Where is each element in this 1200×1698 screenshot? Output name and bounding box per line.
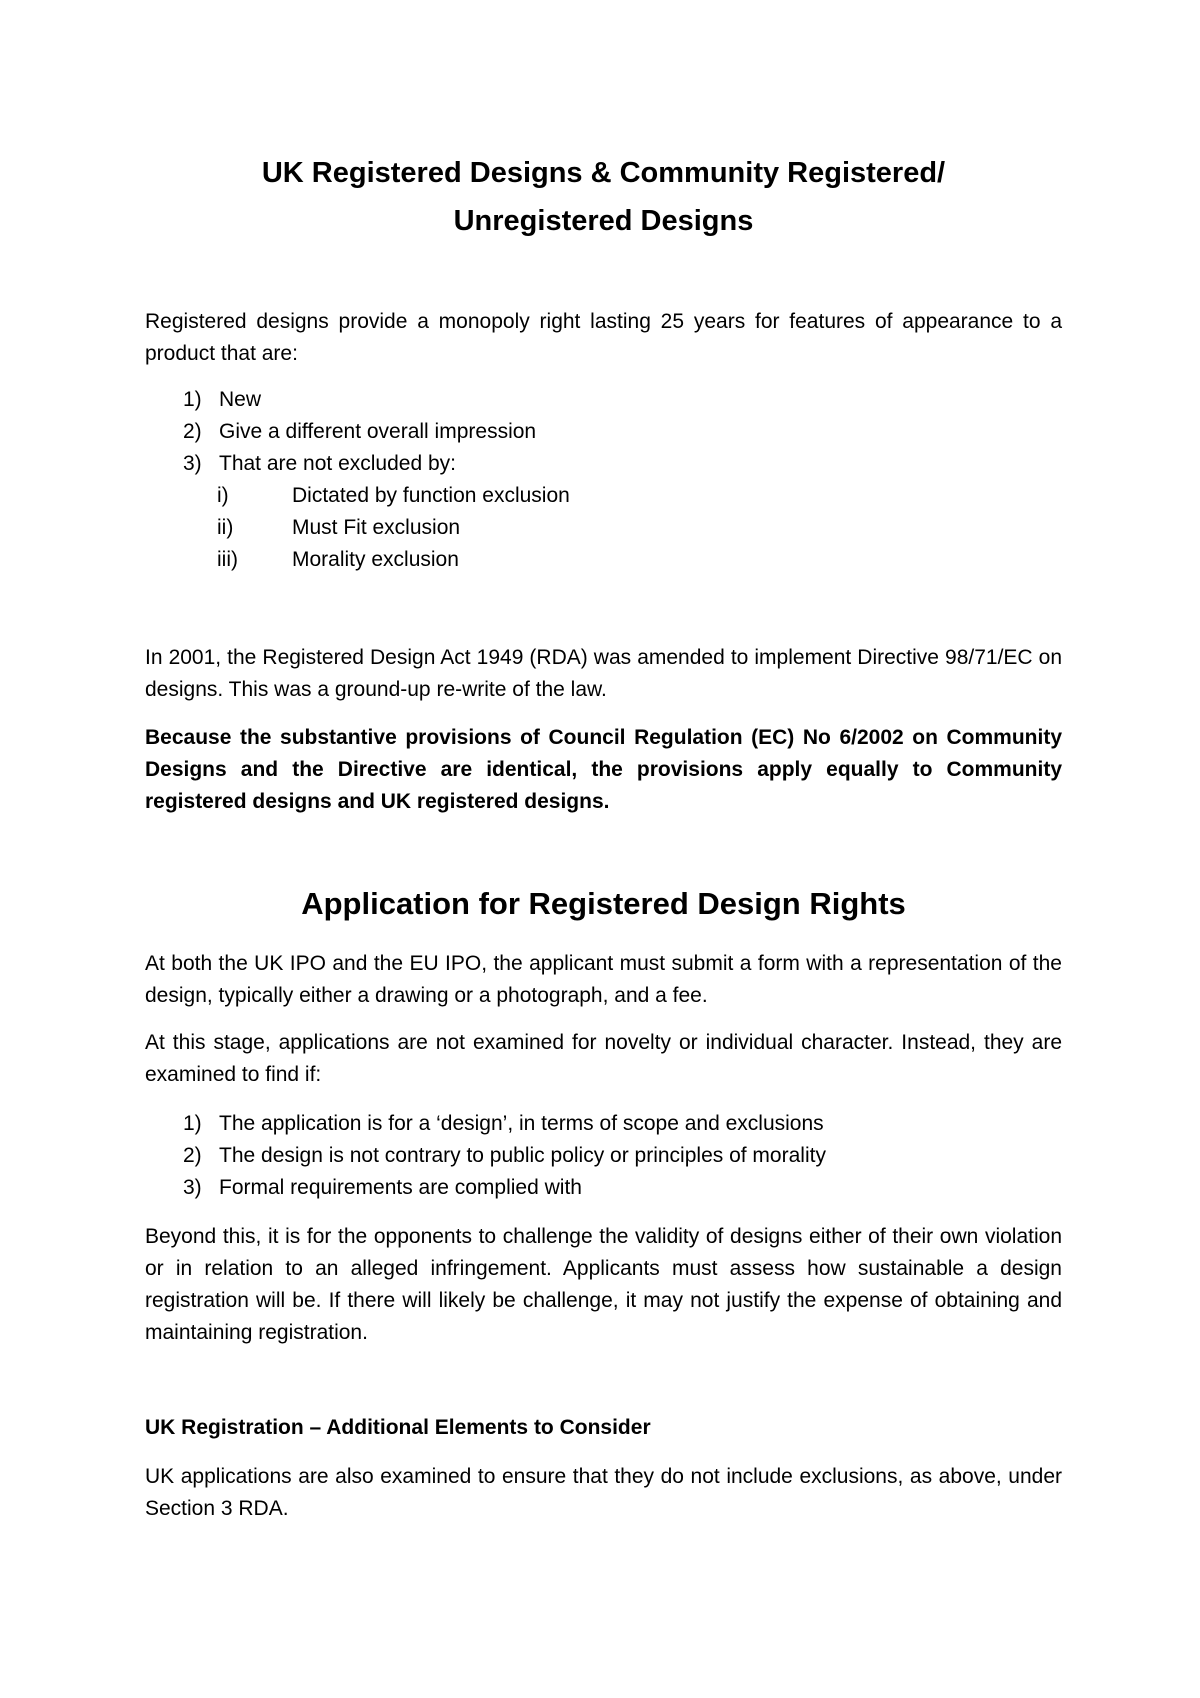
paragraph-beyond: Beyond this, it is for the opponents to challenge the validity of designs either of their own violation or in relation to an alleged infringement. Applicants must assess how sustainable a design registration will be. If there will likely be challenge, it may not justify the expense of obtaining and maintaining registration.	[145, 1225, 1062, 1344]
list-text: Formal requirements are complied with	[219, 1176, 582, 1199]
list-text: New	[219, 388, 262, 411]
list-item	[145, 448, 1062, 480]
criteria-list	[145, 384, 1062, 480]
list-number: 3)	[183, 1176, 202, 1199]
list-number: 1)	[183, 388, 202, 411]
list-text: That are not excluded by:	[219, 452, 456, 475]
list-item	[145, 512, 1062, 544]
list-number: 2)	[183, 420, 202, 443]
list-number: ii)	[217, 516, 234, 539]
list-item	[145, 1108, 1062, 1140]
paragraph-uk: UK applications are also examined to ensure that they do not include exclusions, as above, under Section 3 RDA.	[145, 1465, 1062, 1520]
title-line-1: UK Registered Designs & Community Registered/	[261, 157, 946, 189]
list-number: iii)	[217, 548, 238, 571]
list-item	[145, 1140, 1062, 1172]
list-text: Morality exclusion	[292, 548, 459, 571]
paragraph-application: At both the UK IPO and the EU IPO, the applicant must submit a form with a representation of the design, typically either a drawing or a photograph, and a fee.	[145, 952, 1062, 1007]
list-number: 1)	[183, 1112, 202, 1135]
paragraph-stage: At this stage, applications are not examined for novelty or individual character. Instead, they are examined to find if:	[145, 1031, 1062, 1086]
intro-paragraph: Registered designs provide a monopoly right lasting 25 years for features of appearance to a product that are:	[145, 310, 1062, 365]
paragraph-bold-provisions: Because the substantive provisions of Council Regulation (EC) No 6/2002 on Community Designs and the Directive are identical, the provisions apply equally to Community registered designs and UK registered designs.	[145, 726, 1062, 813]
list-text: The design is not contrary to public policy or principles of morality	[219, 1144, 826, 1167]
examined-list	[145, 1108, 1062, 1204]
list-text: Dictated by function exclusion	[292, 484, 570, 507]
paragraph-2001: In 2001, the Registered Design Act 1949 (RDA) was amended to implement Directive 98/71/EC on designs. This was a ground-up re-write of the law.	[145, 646, 1062, 701]
list-item	[145, 416, 1062, 448]
list-text: Give a different overall impression	[219, 420, 537, 443]
list-number: 3)	[183, 452, 202, 475]
list-item	[145, 480, 1062, 512]
list-number: i)	[217, 484, 229, 507]
list-item	[145, 544, 1062, 576]
list-text: Must Fit exclusion	[292, 516, 461, 539]
list-number: 2)	[183, 1144, 202, 1167]
list-item	[145, 384, 1062, 416]
exclusions-list	[145, 480, 1062, 576]
list-text: The application is for a ‘design’, in terms of scope and exclusions	[219, 1112, 824, 1135]
title-line-2: Unregistered Designs	[453, 205, 754, 237]
section-heading: Application for Registered Design Rights	[301, 886, 906, 921]
list-item	[145, 1172, 1062, 1204]
document-title	[145, 149, 1062, 245]
uk-registration-heading: UK Registration – Additional Elements to Consider	[145, 1416, 651, 1439]
